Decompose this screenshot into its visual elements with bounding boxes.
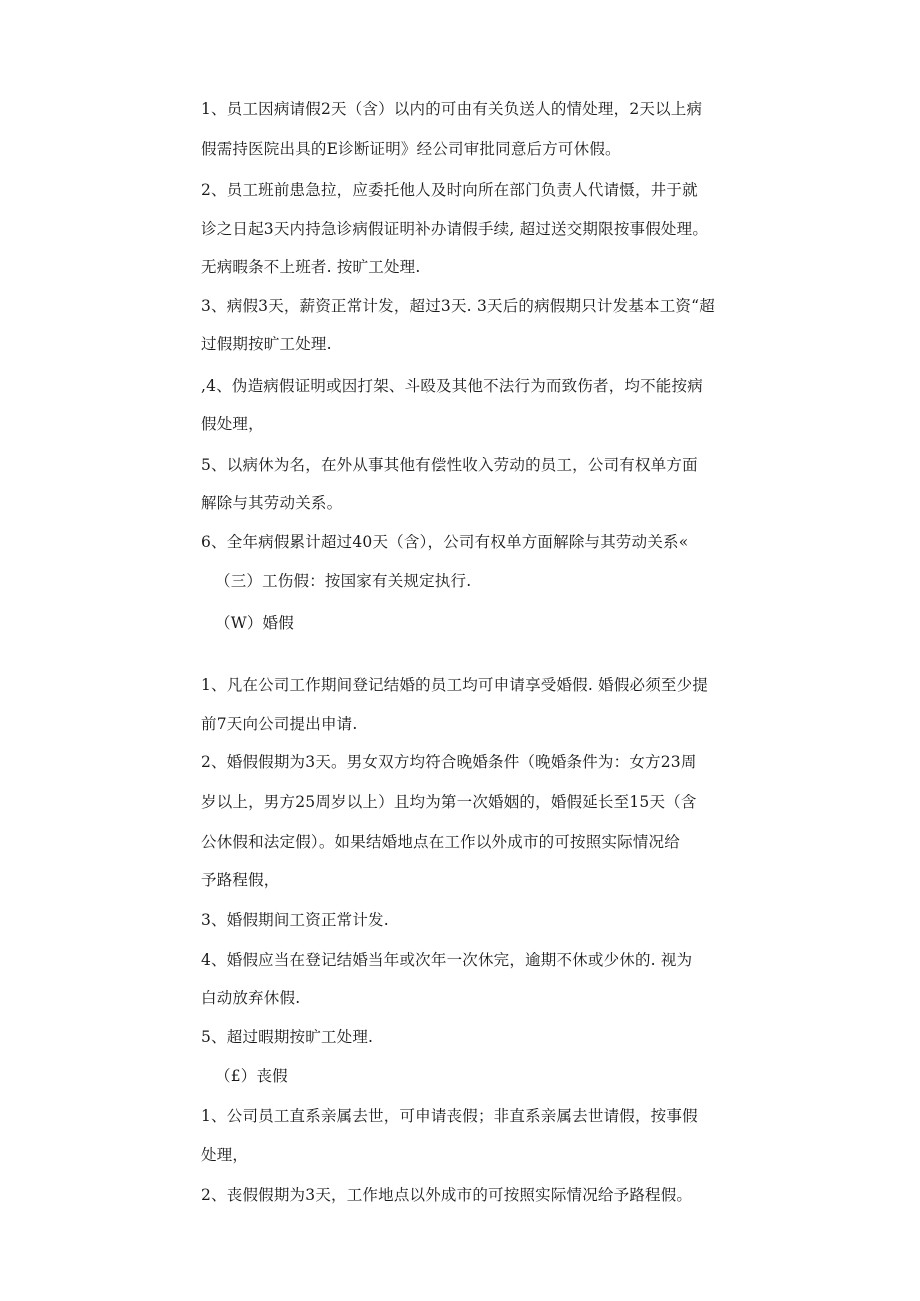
- text-line: 处理，: [201, 1146, 249, 1164]
- text-line: 诊之日起3天内持急诊病假证明补办请假手续, 超过送交期限按事假处理。: [201, 220, 709, 238]
- text-line: 5、超过暇期按旷工处理.: [201, 1028, 374, 1046]
- text-line: 1、凡在公司工作期间登记结婚的员工均可申请享受婚假. 婚假必须至少提: [201, 676, 709, 694]
- text-line: 予路程假，: [201, 871, 280, 889]
- text-line: 4、婚假应当在登记结婚当年或次年一次休完，逾期不休或少休的. 视为: [201, 951, 693, 969]
- section-heading: （£）丧假: [215, 1067, 288, 1085]
- text-line: 6、全年病假累计超过40天（含），公司有权单方面解除与其劳动关系«: [201, 533, 689, 551]
- text-line: 2、员工班前患急拉，应委托他人及时向所在部门负责人代请慑，井于就: [201, 181, 698, 199]
- text-line: ,4、伪造病假证明或因打架、斗殴及其他不法行为而致伤者，均不能按病: [201, 377, 703, 395]
- text-line: 假处理，: [201, 415, 264, 433]
- text-line: 白动放弃休假.: [201, 989, 301, 1007]
- text-line: 2、丧假假期为3天，工作地点以外成市的可按照实际情况给予路程假。: [201, 1186, 693, 1204]
- text-line: 3、婚假期间工资正常计发.: [201, 911, 389, 929]
- text-line: 无病暇条不上班者. 按旷工处理.: [201, 258, 421, 276]
- text-line: 前7天向公司提出申请.: [201, 715, 358, 733]
- text-line: 过假期按旷工处理.: [201, 335, 332, 353]
- section-heading: （W）婚假: [215, 614, 294, 632]
- text-line: 岁以上，男方25周岁以上）且均为第一次婚姻的，婚假延长至15天（含: [201, 793, 697, 811]
- text-line: 假需持医院出具的E诊断证明》经公司审批同意后方可休假。: [201, 140, 621, 158]
- text-line: 1、员工因病请假2天（含）以内的可由有关负送人的情处理，2天以上病: [201, 100, 703, 118]
- text-line: 解除与其劳动关系。: [201, 494, 343, 512]
- text-line: 2、婚假假期为3天。男女双方均符合晚婚条件（晚婚条件为：女方23周: [201, 753, 697, 771]
- section-heading: （三）工伤假：按国家有关规定执行.: [215, 572, 472, 590]
- text-line: 5、以病休为名，在外从事其他有偿性收入劳动的员工，公司有权单方面: [201, 456, 698, 474]
- text-line: 1、公司员工直系亲属去世，可申请丧假；非直系亲属去世请假，按事假: [201, 1107, 698, 1125]
- text-line: 3、病假3天，薪资正常计发，超过3天. 3天后的病假期只计发基本工资“超: [201, 297, 715, 315]
- text-line: 公休假和法定假）。如果结婚地点在工作以外成市的可按照实际情况给: [201, 833, 680, 851]
